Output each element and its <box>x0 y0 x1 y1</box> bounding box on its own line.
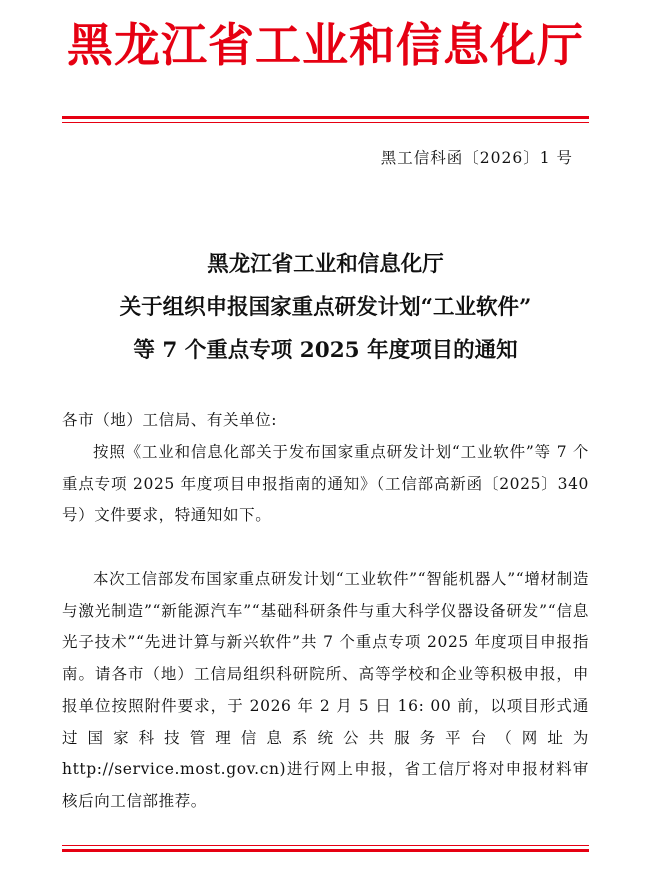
header-rule-thick <box>62 116 589 119</box>
notice-title-line: 黑龙江省工业和信息化厅 <box>207 252 444 277</box>
header-rule-thin <box>62 122 589 123</box>
notice-title <box>0 243 651 372</box>
notice-title-line: 等 7 个重点专项 2025 年度项目的通知 <box>133 338 518 363</box>
body-paragraph: 按照《工业和信息化部关于发布国家重点研发计划“工业软件”等 7 个重点专项 2025 年度项目申报指南的通知》（工信部高新函〔2025〕340 号）文件要求，特通知如下。 <box>62 443 589 525</box>
document-number: 黑工信科函〔2026〕1 号 <box>380 149 573 167</box>
notice-title-line: 关于组织申报国家重点研发计划“工业软件” <box>119 295 532 320</box>
body-paragraph: 本次工信部发布国家重点研发计划“工业软件”“智能机器人”“增材制造与激光制造”“新能源汽车”“基础科研条件与重大科学仪器设备研发”“信息光子技术”“先进计算与新兴软件”共 7 个重点专项 2025 年度项目申报指南。请各市（地）工信局组织科研院所、高等学校和企业等积极申报，申报单位按照附件要求，于 2026 年 2 月 5 日 16: 00 前，以项目形式通过国家科技管理信息系统公共服务平台（网址为 http://service.most.gov.cn)进行网上申报，省工信厅将对申报材料审核后向工信部推荐。 <box>62 570 589 810</box>
issuing-authority-header: 黑龙江省工业和信息化厅 <box>67 18 584 72</box>
footer-rule-thin <box>62 845 589 846</box>
footer-rule-thick <box>62 849 589 852</box>
salutation: 各市（地）工信局、有关单位: <box>62 411 278 429</box>
